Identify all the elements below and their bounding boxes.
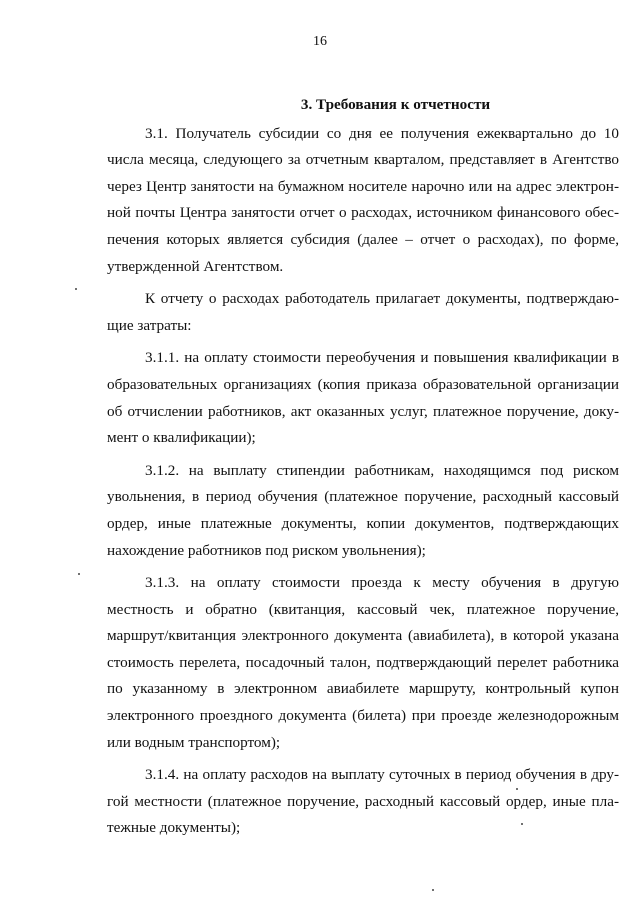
page-content [107, 92, 619, 848]
scan-speck [432, 889, 434, 891]
scan-speck [75, 288, 77, 290]
paragraph-3-1-4: 3.1.4. на оплату расходов на выплату суточных в период обучения в другой местности (платежное поручение, расходный кассовый ордер, иные платежные документы); [107, 766, 619, 837]
scan-speck [78, 573, 80, 575]
scan-speck [521, 823, 523, 825]
scan-speck [516, 788, 518, 790]
paragraph-3-1-3: 3.1.3. на оплату стоимости проезда к месту обучения в другую местность и обратно (квитанция, кассовый чек, платежное поручение, маршрут/квитанция электронного документа (авиабилета), в которой указана стоимость перелета, посадочный талон, подтверждающий перелет работника по указанному в электронном авиабилете маршруту, контрольный купон электронного проездного документа (билета) при проезде железнодорожным или водным транспортом); [107, 574, 619, 751]
paragraph-3-1-2: 3.1.2. на выплату стипендии работникам, находящимся под риском увольнения, в период обучения (платежное поручение, расходный кассовый ордер, иные платежные документы, копии документов, подтверждающих нахождение работников под риском увольнения); [107, 461, 619, 559]
paragraph-3-1: 3.1. Получатель субсидии со дня ее получения ежеквартально до 10 числа месяца, следующего за отчетным кварталом, представляет в Агентство через Центр занятости на бумажном носителе нарочно или на адрес электронной почты Центра занятости отчет о расходах, источником финансового обеспечения которых является субсидия (далее – отчет о расходах), по форме, утвержденной Агентством. [107, 124, 619, 275]
section-heading: 3. Требования к отчетности [300, 96, 491, 113]
paragraph-3-1-1: 3.1.1. на оплату стоимости переобучения и повышения квалификации в образовательных организациях (копия приказа образовательной организации об отчислении работников, акт оказанных услуг, платежное поручение, документ о квалификации); [107, 349, 619, 447]
paragraph-attachments-intro: К отчету о расходах работодатель прилагает документы, подтверждающие затраты: [107, 290, 619, 334]
page-number: 16 [313, 34, 327, 49]
